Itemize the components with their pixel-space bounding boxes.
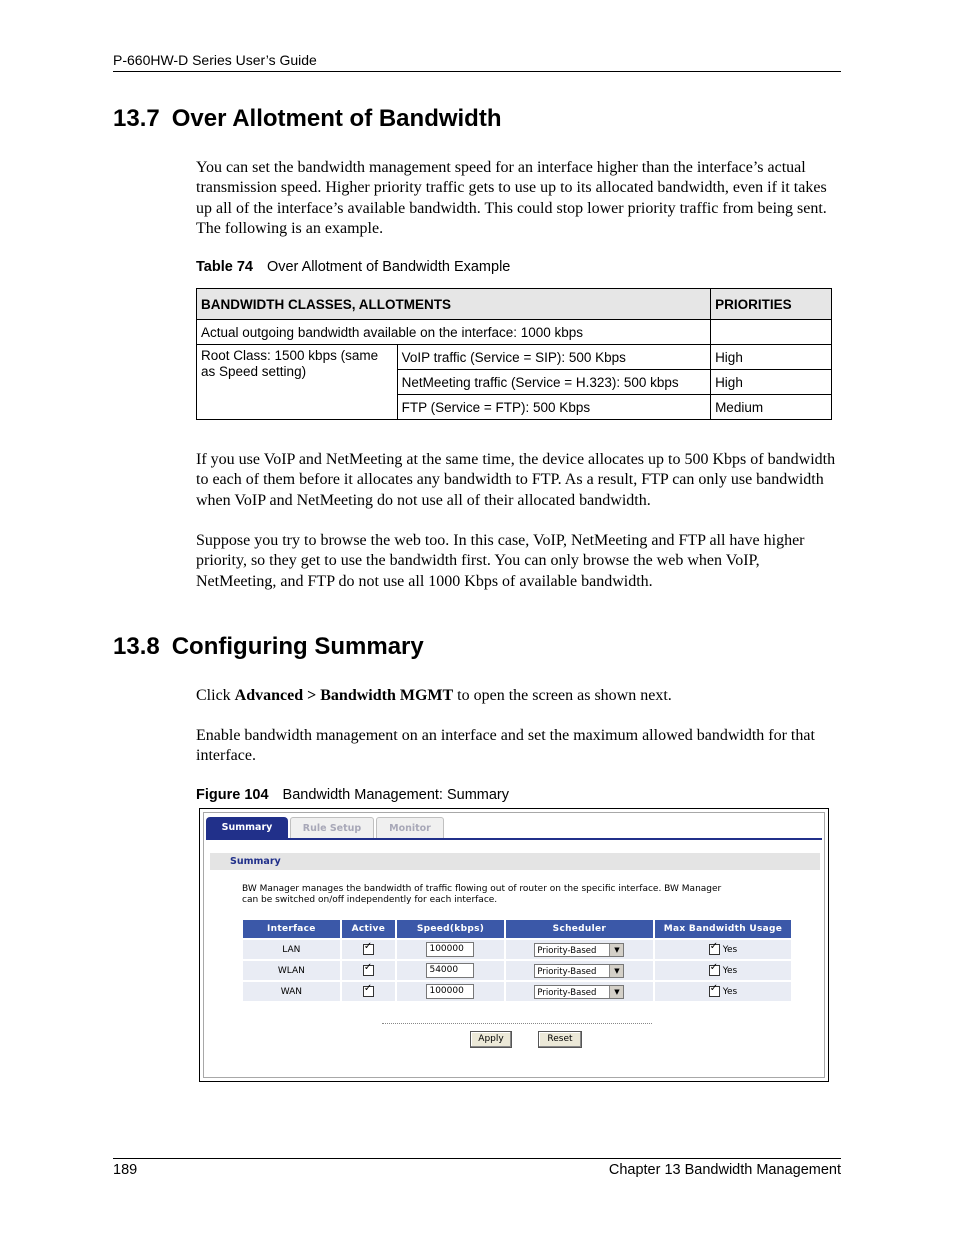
bandwidth-summary-screenshot <box>199 808 829 1082</box>
screen-frame <box>203 812 825 1078</box>
scheduler-value: Priority-Based <box>537 987 597 998</box>
reset-button[interactable]: Reset <box>538 1031 582 1048</box>
table-caption-label: Table 74 <box>196 259 253 275</box>
interface-name: LAN <box>243 940 340 959</box>
running-header: P-660HW-D Series User’s Guide <box>113 52 317 68</box>
paragraph-voip: If you use VoIP and NetMeeting at the same time, the device allocates up to 500 Kbps of bandwidth to each of them before it allocates any bandwidth to FTP. As a result, FTP can only use bandwidth when VoIP and NetMeeting do not use all of their allocated bandwidth. <box>196 451 836 509</box>
table-cell <box>711 320 832 345</box>
footer-rule <box>113 1158 841 1159</box>
table-caption-text: Over Allotment of Bandwidth Example <box>266 259 511 275</box>
max-bandwidth-checkbox[interactable] <box>709 986 720 997</box>
table-cell: Actual outgoing bandwidth available on the interface: 1000 kbps <box>197 320 711 345</box>
active-checkbox[interactable] <box>363 965 374 976</box>
table-caption <box>196 259 510 275</box>
click-suffix: to open the screen as shown next. <box>453 687 672 704</box>
table-row <box>197 320 832 345</box>
table-cell: High <box>711 370 832 395</box>
paragraph-browse: Suppose you try to browse the web too. In this case, VoIP, NetMeeting and FTP all have higher priority, so they get to use the bandwidth first. You can only browse the web when VoIP, NetMeeting, and FTP do not use all 1000 Kbps of available bandwidth. <box>196 532 805 590</box>
speed-input[interactable]: 54000 <box>426 963 474 978</box>
bandwidth-summary-table <box>241 918 793 1003</box>
header-rule <box>113 71 841 72</box>
table-cell: Medium <box>711 395 832 420</box>
click-prefix: Click <box>196 687 235 704</box>
interface-name: WLAN <box>243 961 340 980</box>
table-row <box>243 940 791 959</box>
scheduler-select[interactable] <box>534 964 624 978</box>
speed-input[interactable]: 100000 <box>426 942 474 957</box>
figure-caption-text: Bandwidth Management: Summary <box>282 787 510 803</box>
table-cell: FTP (Service = FTP): 500 Kbps <box>397 395 710 420</box>
page-number: 189 <box>113 1162 138 1178</box>
section-number: 13.7 <box>113 105 160 132</box>
tab-summary[interactable]: Summary <box>206 817 288 838</box>
table-header-row <box>197 289 832 320</box>
table-cell: VoIP traffic (Service = SIP): 500 Kbps <box>397 345 710 370</box>
column-max-bandwidth: Max Bandwidth Usage <box>655 920 791 938</box>
section-number: 13.8 <box>113 633 160 660</box>
paragraph-click <box>196 686 842 706</box>
table-header-row <box>243 920 791 938</box>
figure-caption-label: Figure 104 <box>196 787 269 803</box>
apply-button[interactable]: Apply <box>470 1031 512 1048</box>
chevron-down-icon[interactable]: ▼ <box>609 986 623 998</box>
description-line: can be switched on/off independently for each interface. <box>242 895 498 905</box>
speed-input[interactable]: 100000 <box>426 984 474 999</box>
summary-description <box>242 884 721 906</box>
column-speed: Speed(kbps) <box>397 920 504 938</box>
column-interface: Interface <box>243 920 340 938</box>
max-bandwidth-label: Yes <box>722 965 738 976</box>
description-line: BW Manager manages the bandwidth of traffic flowing out of router on the specific interface. BW Manager <box>242 884 722 894</box>
max-bandwidth-checkbox[interactable] <box>709 944 720 955</box>
scheduler-value: Priority-Based <box>537 966 597 977</box>
chapter-title: Chapter 13 Bandwidth Management <box>608 1162 841 1178</box>
scheduler-select[interactable] <box>534 985 624 999</box>
active-checkbox[interactable] <box>363 986 374 997</box>
tab-rule-setup[interactable]: Rule Setup <box>290 817 374 838</box>
table-row <box>243 982 791 1001</box>
interface-name: WAN <box>243 982 340 1001</box>
figure-caption <box>196 787 509 803</box>
menu-path: Advanced > Bandwidth MGMT <box>234 687 454 704</box>
table-row <box>243 961 791 980</box>
max-bandwidth-checkbox[interactable] <box>709 965 720 976</box>
tab-underline <box>206 838 822 840</box>
table-cell: High <box>711 345 832 370</box>
paragraph-enable: Enable bandwidth management on an interface and set the maximum allowed bandwidth for that interface. <box>196 727 815 765</box>
active-checkbox[interactable] <box>363 944 374 955</box>
max-bandwidth-label: Yes <box>722 986 738 997</box>
table-header-classes: BANDWIDTH CLASSES, ALLOTMENTS <box>197 289 711 320</box>
tab-monitor[interactable]: Monitor <box>376 817 444 838</box>
scheduler-value: Priority-Based <box>537 945 597 956</box>
table-header-priorities: PRIORITIES <box>711 289 832 320</box>
table-cell-root-class: Root Class: 1500 kbps (same as Speed setting) <box>197 345 398 420</box>
scheduler-select[interactable] <box>534 943 624 957</box>
table-cell: NetMeeting traffic (Service = H.323): 500 kbps <box>397 370 710 395</box>
section-heading-13-7 <box>113 105 502 133</box>
bandwidth-example-table <box>196 288 832 420</box>
chevron-down-icon[interactable]: ▼ <box>609 944 623 956</box>
column-active: Active <box>342 920 395 938</box>
section-heading-13-8 <box>113 633 424 661</box>
table-row <box>197 345 832 370</box>
chevron-down-icon[interactable]: ▼ <box>609 965 623 977</box>
paragraph-intro: You can set the bandwidth management speed for an interface higher than the interface’s actual transmission speed. Higher priority traffic gets to use up to its allocated bandwidth, even if it takes up all of the interface’s available bandwidth. This could stop lower priority traffic from being sent. The following is an example. <box>196 159 827 237</box>
summary-section-bar: Summary <box>210 853 820 870</box>
section-title: Over Allotment of Bandwidth <box>171 105 502 132</box>
button-divider <box>382 1023 652 1024</box>
column-scheduler: Scheduler <box>506 920 653 938</box>
section-title: Configuring Summary <box>171 633 424 660</box>
max-bandwidth-label: Yes <box>722 944 738 955</box>
